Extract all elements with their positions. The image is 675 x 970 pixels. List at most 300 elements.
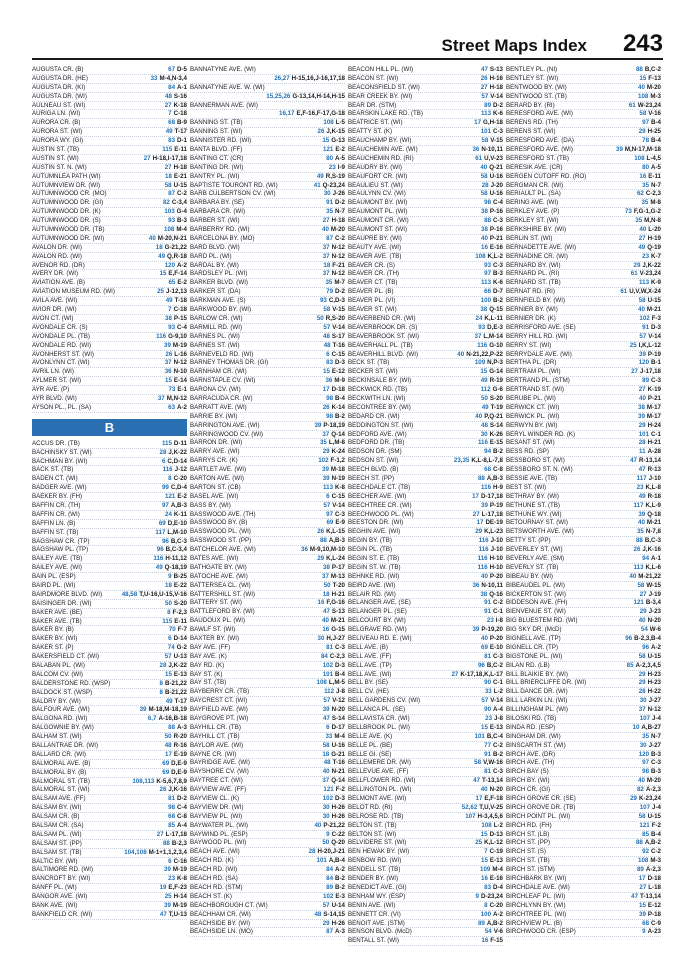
index-entry bbox=[32, 618, 187, 627]
index-entry bbox=[32, 573, 187, 582]
map-reference bbox=[320, 697, 345, 706]
index-entry bbox=[348, 119, 503, 128]
street-name: BERTHA PL. (DR) bbox=[506, 359, 557, 367]
index-entry bbox=[348, 626, 503, 635]
map-page: 116 bbox=[477, 563, 488, 571]
map-reference bbox=[320, 368, 345, 377]
grid-reference: W-23,24 bbox=[637, 101, 661, 109]
street-name: BATES AVE. (WI) bbox=[190, 554, 239, 562]
index-entry bbox=[32, 538, 187, 547]
map-page: 27 bbox=[472, 510, 480, 518]
grid-reference: P-20 bbox=[489, 572, 503, 580]
map-page: 47 bbox=[159, 910, 167, 918]
index-entry bbox=[190, 777, 345, 786]
grid-reference: E-10 bbox=[489, 643, 503, 651]
grid-reference: P-18,19 bbox=[323, 421, 345, 429]
grid-reference: B-2,3,B-4 bbox=[634, 635, 661, 642]
map-page: 121 bbox=[323, 786, 334, 794]
map-page: 39 bbox=[472, 626, 480, 634]
grid-reference: N-19 bbox=[331, 474, 345, 482]
map-page: 29 bbox=[638, 128, 646, 136]
index-entry bbox=[190, 884, 345, 893]
index-entry bbox=[190, 279, 345, 288]
map-page: 16 bbox=[481, 875, 488, 883]
map-reference bbox=[478, 173, 503, 182]
map-reference bbox=[340, 84, 345, 93]
grid-reference: M-4 bbox=[492, 866, 503, 874]
map-page: 87 bbox=[326, 234, 334, 242]
map-page: 8 bbox=[159, 679, 163, 687]
map-page: 85 bbox=[626, 661, 634, 669]
street-name: BERENS RD. (TH) bbox=[506, 119, 558, 127]
street-name: BARKMAN AVE. (S) bbox=[190, 297, 246, 305]
map-page: 26 bbox=[317, 128, 325, 136]
map-reference bbox=[320, 564, 345, 573]
grid-reference: D-4 bbox=[493, 883, 503, 891]
street-name: BAYVIEW PL. (WI) bbox=[190, 812, 243, 820]
map-page: 40 bbox=[638, 617, 646, 625]
index-entry bbox=[348, 733, 503, 742]
street-name: BERARD BY. (RI) bbox=[506, 101, 555, 109]
map-page: 15 bbox=[322, 137, 330, 145]
grid-reference: N-21 bbox=[331, 768, 345, 776]
index-entry bbox=[190, 137, 345, 146]
street-name: BIGNELL AVE. (TP) bbox=[506, 635, 561, 642]
street-name: BIRCH GROVE CR. (SE) bbox=[506, 795, 576, 803]
grid-reference: K-6 bbox=[493, 110, 503, 118]
street-name: BILL DANCE DR. (WI) bbox=[506, 688, 568, 696]
map-page: 48,58 bbox=[121, 590, 138, 598]
grid-reference: L,M-8 bbox=[328, 439, 345, 447]
street-name: BIBEAUDEL PL. (WI) bbox=[506, 581, 565, 589]
map-page: 39 bbox=[164, 866, 171, 874]
index-entry bbox=[190, 270, 345, 279]
map-reference bbox=[157, 680, 187, 689]
grid-reference: B-1 bbox=[651, 359, 661, 367]
index-entry bbox=[190, 768, 345, 777]
map-page: 54 bbox=[484, 928, 492, 936]
map-page: 88 bbox=[635, 839, 643, 847]
map-reference bbox=[472, 839, 503, 848]
street-name: BATTERSHILL ST. (WI) bbox=[190, 590, 255, 598]
map-page: 117 bbox=[155, 528, 166, 536]
entries-section-b bbox=[32, 440, 187, 920]
street-name: BERNAT RD. (RI) bbox=[506, 288, 555, 296]
map-reference bbox=[476, 537, 503, 546]
index-entry bbox=[190, 519, 345, 528]
index-entry bbox=[32, 102, 187, 111]
grid-reference: M,N-12 bbox=[166, 394, 187, 402]
index-entry bbox=[506, 857, 661, 866]
index-entry bbox=[32, 858, 187, 867]
street-name: ACCUS DR. (TB) bbox=[32, 439, 80, 447]
map-page: 30 bbox=[322, 803, 330, 811]
index-entry bbox=[32, 395, 187, 404]
map-page: 82 bbox=[162, 199, 170, 207]
map-reference bbox=[320, 608, 345, 617]
street-name: BEDFORD DR. (TB) bbox=[348, 439, 405, 447]
street-name: BELL AVE. (WI) bbox=[348, 670, 392, 678]
map-page: 102 bbox=[322, 661, 334, 669]
map-page: 39 bbox=[164, 902, 171, 910]
grid-reference: D-2 bbox=[493, 101, 503, 109]
map-reference bbox=[639, 377, 661, 386]
map-page: 69 bbox=[158, 519, 166, 527]
map-page: 38 bbox=[638, 403, 645, 411]
grid-reference: M-21 bbox=[646, 306, 661, 314]
street-name: BANNING ST. (WI) bbox=[190, 128, 243, 136]
street-name: BEECHDALE CT. (TB) bbox=[348, 483, 411, 491]
map-reference bbox=[160, 199, 187, 208]
grid-reference: C-8 bbox=[177, 813, 187, 821]
grid-reference: D,E-9 bbox=[171, 759, 187, 767]
map-reference bbox=[323, 359, 345, 368]
map-page: 27 bbox=[156, 830, 164, 838]
street-name: BEVERLY AVE. (SM) bbox=[506, 554, 565, 562]
grid-reference: T-17 bbox=[174, 128, 187, 136]
map-reference bbox=[636, 333, 661, 342]
grid-reference: B-3 bbox=[493, 270, 503, 278]
map-page: 29 bbox=[317, 554, 325, 562]
index-entry bbox=[348, 253, 503, 262]
index-entry bbox=[348, 662, 503, 671]
map-page: 62 bbox=[636, 190, 644, 198]
map-reference bbox=[163, 297, 187, 306]
map-page: 91 bbox=[326, 199, 334, 207]
grid-reference: C-1 bbox=[493, 608, 503, 616]
map-page: 57 bbox=[639, 332, 647, 340]
map-reference bbox=[320, 671, 345, 680]
map-page: 115 bbox=[162, 146, 173, 154]
grid-reference: M-20 bbox=[646, 83, 661, 91]
map-page: 26 bbox=[633, 546, 641, 554]
grid-reference: J-10 bbox=[648, 474, 661, 482]
street-name: BENHAM WY. (ESP) bbox=[348, 892, 406, 900]
index-entry bbox=[190, 484, 345, 493]
grid-reference: T-13,14 bbox=[640, 892, 661, 900]
street-name: BARTON AVE. (WI) bbox=[190, 474, 244, 482]
street-name: BEECH ST. (PP) bbox=[348, 474, 395, 482]
street-name: BARMILL RD. (WI) bbox=[190, 323, 243, 331]
grid-reference: G,H-18 bbox=[483, 119, 503, 127]
grid-reference: F-1,2 bbox=[330, 457, 345, 465]
street-name: BIRCHLYNN BY. (WI) bbox=[506, 901, 566, 909]
street-name: BIRCH CR. (GI) bbox=[506, 786, 550, 794]
map-reference bbox=[484, 617, 503, 626]
map-reference bbox=[319, 751, 345, 760]
street-name: BERGEN CUTOFF RD. (RO) bbox=[506, 172, 587, 180]
map-reference bbox=[321, 342, 345, 351]
index-entry bbox=[348, 759, 503, 768]
index-entry bbox=[32, 66, 187, 75]
grid-reference: M-4 bbox=[176, 226, 187, 234]
map-reference bbox=[159, 458, 187, 467]
street-name: BECKWITH LN. (WI) bbox=[348, 394, 406, 402]
street-name: AUTUMNWOOD DR. (WI) bbox=[32, 234, 105, 242]
street-name: BELANGER PL. (SE) bbox=[348, 608, 407, 616]
grid-reference: A-2 bbox=[335, 866, 345, 874]
grid-reference: B-2 bbox=[335, 875, 345, 883]
map-reference bbox=[471, 119, 503, 128]
street-name: BENTALL ST. (WI) bbox=[348, 937, 399, 945]
street-name: BAKER AVE. (TB) bbox=[32, 617, 82, 625]
map-page: 17 bbox=[474, 119, 482, 127]
grid-reference: M-19 bbox=[172, 341, 187, 349]
map-page: 35 bbox=[326, 208, 334, 216]
street-name: BARRACUDA CR. (W) bbox=[190, 394, 253, 402]
grid-reference: B-21,22 bbox=[164, 688, 187, 696]
grid-reference: J-12,13 bbox=[166, 288, 187, 296]
street-name: AULNEAU ST. (WI) bbox=[32, 101, 86, 109]
map-reference bbox=[314, 315, 345, 324]
map-reference bbox=[481, 199, 503, 208]
index-entry bbox=[506, 537, 661, 546]
street-name: BEVERLY ST. (TB) bbox=[506, 563, 559, 571]
index-entry bbox=[190, 626, 345, 635]
index-entry bbox=[348, 155, 503, 164]
map-page: 35 bbox=[319, 439, 327, 447]
street-name: BINSCARTH ST. (WI) bbox=[506, 741, 566, 749]
street-name: BALHAM ST. (WI) bbox=[32, 733, 82, 741]
index-entry bbox=[506, 173, 661, 182]
map-page: 97 bbox=[642, 759, 650, 767]
street-name: BAUDOUX PL. (WI) bbox=[190, 617, 246, 625]
grid-reference: K,L-8 bbox=[645, 483, 661, 491]
map-page: 49 bbox=[165, 128, 173, 136]
map-reference bbox=[478, 644, 503, 653]
grid-reference: N-12 bbox=[331, 270, 345, 278]
street-name: BANCROFT BY. (WI) bbox=[32, 875, 91, 883]
street-name: AYR BLVD. (WI) bbox=[32, 394, 77, 402]
map-page: 8 bbox=[484, 901, 488, 909]
index-entry bbox=[32, 893, 187, 902]
street-name: BELL BY. (SE) bbox=[348, 679, 388, 687]
grid-reference: E-11 bbox=[174, 146, 187, 154]
map-page: 50 bbox=[316, 314, 324, 322]
map-reference bbox=[634, 190, 661, 199]
street-name: BEAVERBEND CR. (WI) bbox=[348, 314, 416, 322]
index-entry bbox=[32, 849, 187, 858]
index-entry bbox=[506, 804, 661, 813]
index-entry bbox=[32, 342, 187, 351]
map-reference bbox=[478, 697, 503, 706]
street-name: BEAVER PL. (B) bbox=[348, 288, 394, 296]
map-reference bbox=[165, 119, 187, 128]
index-entry bbox=[348, 386, 503, 395]
map-page: 97 bbox=[484, 270, 492, 278]
grid-reference: Q-14 bbox=[331, 777, 345, 785]
map-reference bbox=[636, 173, 661, 182]
index-entry bbox=[348, 128, 503, 137]
index-entry bbox=[32, 493, 187, 502]
index-entry bbox=[348, 235, 503, 244]
grid-reference: C-3 bbox=[335, 510, 345, 518]
map-reference bbox=[472, 253, 503, 262]
grid-reference: B,C-3,4 bbox=[165, 546, 187, 554]
map-reference bbox=[478, 831, 503, 840]
map-page: 9 bbox=[642, 928, 646, 936]
street-name: BEACON ST. (WI) bbox=[348, 74, 399, 82]
index-entry bbox=[506, 519, 661, 528]
index-entry bbox=[190, 751, 345, 760]
grid-reference: B-3 bbox=[651, 750, 661, 758]
index-entry bbox=[190, 128, 345, 137]
grid-reference: F-15 bbox=[490, 937, 503, 945]
map-page: 28 bbox=[638, 688, 646, 696]
map-page: 102 bbox=[639, 314, 650, 322]
map-page: 121 bbox=[323, 146, 334, 154]
map-reference bbox=[263, 93, 345, 102]
grid-reference: A-5 bbox=[651, 163, 661, 171]
map-reference bbox=[319, 839, 345, 848]
grid-reference: E-16 bbox=[489, 243, 503, 251]
grid-reference: R-13 bbox=[647, 466, 661, 474]
map-page: 88 bbox=[484, 217, 492, 225]
map-page: 40 bbox=[481, 572, 488, 580]
map-reference bbox=[475, 555, 503, 564]
map-reference bbox=[637, 742, 661, 751]
street-name: BERNFIELD BY. (WI) bbox=[506, 297, 566, 305]
index-entry bbox=[506, 902, 661, 911]
grid-reference: D-1 bbox=[177, 137, 187, 145]
map-page: 93 bbox=[484, 261, 492, 269]
map-reference bbox=[469, 146, 503, 155]
map-page: 81 bbox=[326, 643, 334, 651]
map-page: 15 bbox=[481, 723, 488, 731]
map-reference bbox=[323, 724, 345, 733]
street-name: AUTUMNWOOD DR. (TB) bbox=[32, 226, 105, 234]
index-entry bbox=[32, 529, 187, 538]
map-reference bbox=[473, 795, 503, 804]
map-page: 58 bbox=[480, 190, 488, 198]
map-reference bbox=[631, 599, 661, 608]
index-entry bbox=[348, 395, 503, 404]
map-page: 52,62 bbox=[461, 803, 478, 811]
header-rule bbox=[32, 58, 663, 60]
index-entry bbox=[506, 848, 661, 857]
index-entry bbox=[348, 822, 503, 831]
street-name: BELLAVISTA CR. (WI) bbox=[348, 715, 410, 723]
index-entry bbox=[506, 146, 661, 155]
map-reference bbox=[478, 502, 503, 511]
index-entry bbox=[190, 528, 345, 537]
street-name: BERKSHIRE BY. (WI) bbox=[506, 226, 567, 234]
map-reference bbox=[451, 457, 503, 466]
grid-reference: U-15 bbox=[647, 652, 661, 660]
street-name: BARD PL. (WI) bbox=[190, 252, 232, 260]
map-reference bbox=[162, 377, 187, 386]
map-page: 29 bbox=[322, 448, 330, 456]
index-entry bbox=[506, 493, 661, 502]
map-page: 37 bbox=[322, 572, 329, 580]
grid-reference: C-4 bbox=[177, 804, 187, 812]
map-page: 104,108 bbox=[124, 848, 147, 856]
street-name: BAYWATER PL. (WI) bbox=[190, 821, 248, 829]
grid-reference: L-5 bbox=[335, 119, 345, 127]
index-entry bbox=[32, 262, 187, 271]
index-entry bbox=[32, 591, 187, 600]
street-name: BELLBROOK PL. (WI) bbox=[348, 723, 410, 731]
index-entry bbox=[32, 902, 187, 911]
index-entry bbox=[506, 751, 661, 760]
map-page: 8 bbox=[159, 688, 163, 696]
map-reference bbox=[146, 235, 187, 244]
street-name: BEARSKIN LAKE RD. (TB) bbox=[348, 110, 423, 118]
index-entry bbox=[348, 875, 503, 884]
map-reference bbox=[478, 244, 503, 253]
index-columns bbox=[32, 66, 663, 966]
map-reference bbox=[323, 519, 345, 528]
grid-reference: V-15 bbox=[332, 306, 345, 314]
map-page: 37 bbox=[322, 243, 330, 251]
map-reference bbox=[311, 422, 345, 431]
street-name: BECKER ST. (WI) bbox=[348, 368, 398, 376]
map-page: 91 bbox=[484, 750, 492, 758]
map-reference bbox=[639, 848, 661, 857]
index-entry bbox=[32, 449, 187, 458]
map-reference bbox=[320, 813, 345, 822]
map-page: 25 bbox=[164, 893, 172, 901]
map-page: 36 bbox=[472, 581, 480, 589]
map-page: 27 bbox=[638, 386, 646, 394]
street-name: AYSON PL., PL. (SA) bbox=[32, 403, 92, 411]
street-name: BELLINGTON PL. (WI) bbox=[348, 786, 412, 794]
map-reference bbox=[323, 928, 345, 937]
street-name: BESSIE AVE. (TB) bbox=[506, 474, 558, 482]
street-name: BAYLOR AVE. (WI) bbox=[190, 741, 244, 749]
index-entry bbox=[348, 768, 503, 777]
map-reference bbox=[320, 244, 345, 253]
map-page: 117 bbox=[636, 474, 647, 482]
map-reference bbox=[478, 93, 503, 102]
map-reference bbox=[163, 128, 187, 137]
map-page: 26,27 bbox=[274, 74, 290, 82]
map-reference bbox=[320, 253, 345, 262]
index-entry bbox=[506, 244, 661, 253]
index-entry bbox=[32, 795, 187, 804]
map-reference bbox=[314, 173, 345, 182]
index-entry bbox=[190, 911, 345, 920]
map-reference bbox=[478, 235, 503, 244]
street-name: BANNATYNE AVE. W. (WI) bbox=[190, 83, 265, 91]
index-entry bbox=[32, 164, 187, 173]
map-page: 89 bbox=[642, 377, 650, 385]
street-name: BERRY HILL RD. (WI) bbox=[506, 332, 568, 340]
grid-reference: M-8 bbox=[650, 199, 661, 207]
index-entry bbox=[190, 413, 345, 422]
index-entry bbox=[32, 644, 187, 653]
grid-reference: A-28 bbox=[647, 448, 661, 456]
index-entry bbox=[506, 742, 661, 751]
index-entry bbox=[348, 937, 503, 946]
street-name: BERGMAN CR. (WI) bbox=[506, 181, 564, 189]
map-reference bbox=[314, 528, 345, 537]
index-entry bbox=[506, 315, 661, 324]
map-page: 69 bbox=[162, 768, 170, 776]
index-entry bbox=[348, 137, 503, 146]
grid-reference: H-18 bbox=[331, 217, 345, 225]
map-page: 18 bbox=[323, 261, 331, 269]
map-reference bbox=[632, 217, 661, 226]
street-name: AURIGA LN. (WI) bbox=[32, 110, 81, 118]
grid-reference: M-9,10,M-10 bbox=[309, 546, 345, 554]
index-entry bbox=[32, 440, 187, 449]
map-page: 36 bbox=[301, 546, 308, 554]
street-name: BILL LARKIN LN. (WI) bbox=[506, 697, 568, 705]
street-name: BARCELONA BY. (MO) bbox=[190, 234, 255, 242]
index-entry bbox=[190, 599, 345, 608]
grid-reference: P-18 bbox=[647, 910, 661, 918]
